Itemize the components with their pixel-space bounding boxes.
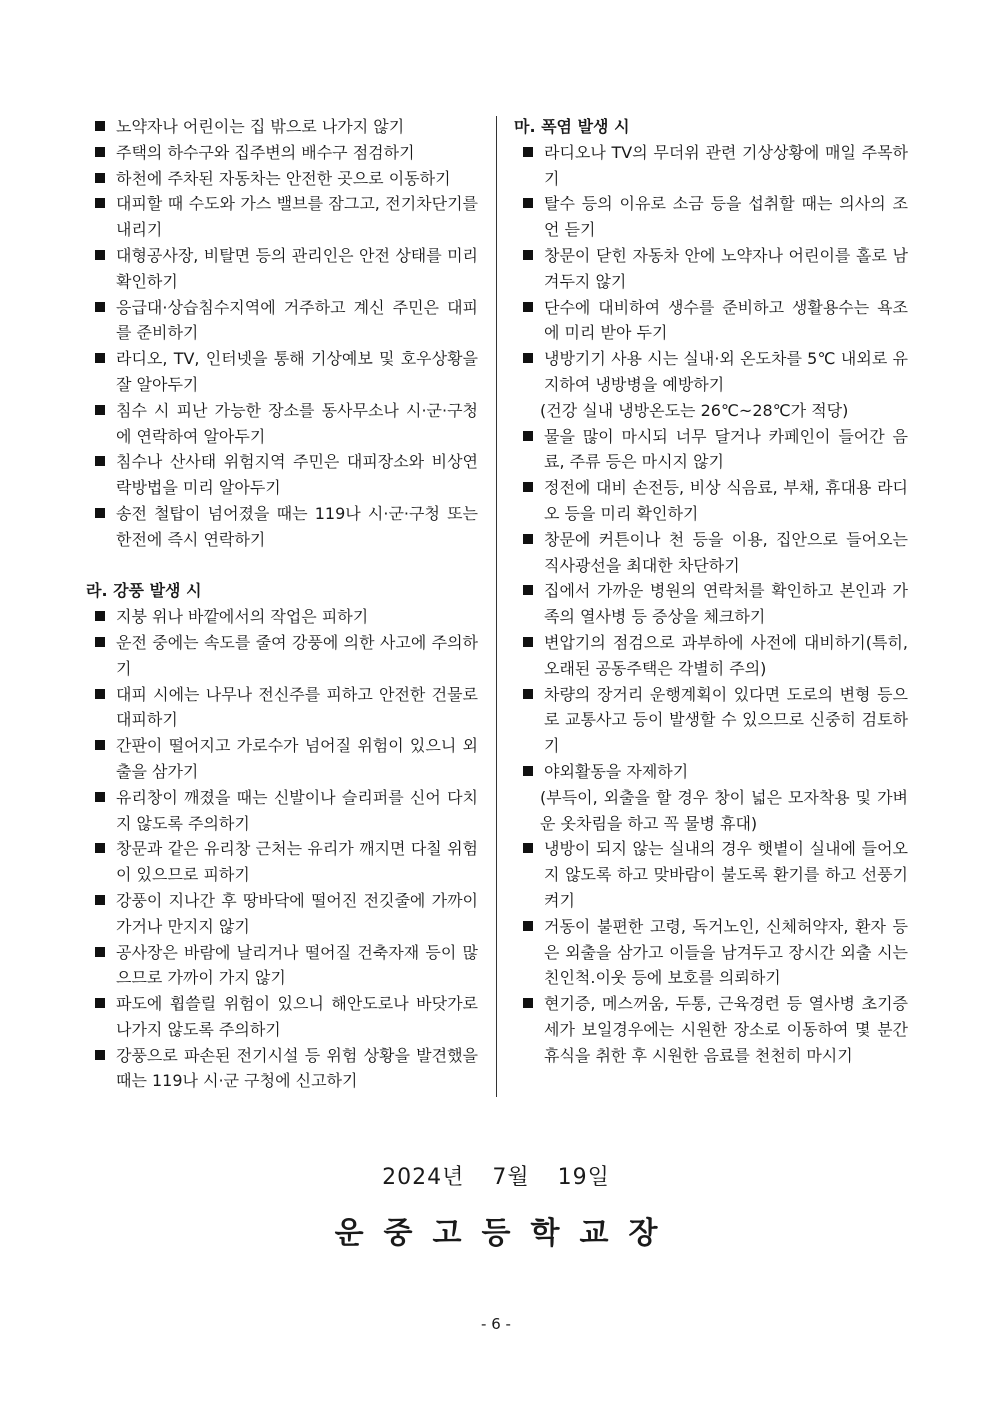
- square-bullet-icon: [95, 998, 105, 1008]
- square-bullet-icon: [523, 534, 533, 544]
- square-bullet-icon: [95, 147, 105, 157]
- list-item: [86, 140, 478, 166]
- list-item-text: 라디오, TV, 인터넷을 통해 기상예보 및 호우상황을 잘 알아두기: [116, 349, 478, 394]
- list-item-text: 강풍으로 파손된 전기시설 등 위험 상황을 발견했을 때는 119나 시·군 구청에 신고하기: [116, 1045, 478, 1091]
- list-item-text: 변압기의 점검으로 과부하에 사전에 대비하기(특히, 오래된 공동주택은 각별히 주의): [544, 632, 908, 678]
- list-item: [86, 295, 478, 347]
- list-item-text: 창문이 닫힌 자동차 안에 노약자나 어린이를 홀로 남겨두지 않기: [544, 245, 908, 291]
- square-bullet-icon: [523, 353, 533, 363]
- left-column: [86, 114, 478, 1094]
- list-item-text: 침수나 산사태 위험지역 주민은 대피장소와 비상연락방법을 미리 알아두기: [116, 452, 478, 498]
- document-date: [0, 1160, 992, 1191]
- list-item-text: 정전에 대비 손전등, 비상 식음료, 부채, 휴대용 라디오 등을 미리 확인하기: [544, 478, 908, 523]
- square-bullet-icon: [95, 405, 105, 415]
- list-item: [514, 759, 908, 785]
- list-item: [514, 527, 908, 579]
- section-heading-wind: 라. 강풍 발생 시: [86, 581, 202, 601]
- list-item-text: 집에서 가까운 병원의 연락처를 확인하고 본인과 가족의 열사병 등 증상을 체크하기: [544, 581, 908, 627]
- list-item: [86, 114, 478, 140]
- list-item: [514, 243, 908, 295]
- list-item: [86, 888, 478, 940]
- section-gap: [86, 553, 478, 579]
- column-divider: [496, 116, 497, 1097]
- date-year: 2024년: [382, 1165, 465, 1190]
- list-item-text: 공사장은 바람에 날리거나 떨어질 건축자재 등이 많으므로 가까이 가지 않기: [116, 942, 478, 988]
- list-item: [86, 785, 478, 837]
- square-bullet-icon: [523, 585, 533, 595]
- heatwave-list-c: [514, 836, 908, 1068]
- list-item-text: 침수 시 피난 가능한 장소를 동사무소나 시·군·구청에 연락하여 알아두기: [116, 400, 478, 446]
- list-item-text: 대피 시에는 나무나 전신주를 피하고 안전한 건물로 대피하기: [116, 684, 478, 730]
- list-item: [86, 191, 478, 243]
- section-heading-heatwave: 마. 폭염 발생 시: [514, 117, 630, 136]
- square-bullet-icon: [523, 637, 533, 647]
- list-item: [86, 243, 478, 295]
- list-item-text: 냉방이 되지 않는 실내의 경우 햇볕이 실내에 들어오지 않도록 하고 맞바람이 불도록 환기를 하고 선풍기 켜기: [544, 839, 908, 910]
- square-bullet-icon: [95, 895, 105, 905]
- square-bullet-icon: [523, 843, 533, 853]
- list-item: [514, 191, 908, 243]
- list-item: [514, 630, 908, 682]
- heatwave-list-a: [514, 140, 908, 398]
- list-item: [86, 398, 478, 450]
- square-bullet-icon: [95, 1050, 105, 1060]
- list-item: [514, 914, 908, 991]
- list-item: [514, 578, 908, 630]
- list-item-text: 응급대·상습침수지역에 거주하고 계신 주민은 대피를 준비하기: [116, 297, 478, 343]
- square-bullet-icon: [95, 947, 105, 957]
- list-item: [514, 836, 908, 913]
- list-item-text: 지붕 위나 바깥에서의 작업은 피하기: [116, 607, 369, 627]
- square-bullet-icon: [523, 147, 533, 157]
- list-item: [514, 140, 908, 192]
- list-item: [86, 940, 478, 992]
- list-item-text: 파도에 휩쓸릴 위험이 있으니 해안도로나 바닷가로 나가지 않도록 주의하기: [116, 994, 478, 1039]
- list-item: [86, 733, 478, 785]
- square-bullet-icon: [95, 121, 105, 131]
- square-bullet-icon: [523, 766, 533, 776]
- square-bullet-icon: [523, 921, 533, 931]
- square-bullet-icon: [95, 611, 105, 621]
- list-item: [514, 295, 908, 347]
- list-item-text: 단수에 대비하여 생수를 준비하고 생활용수는 욕조에 미리 받아 두기: [544, 297, 908, 343]
- list-item: [86, 682, 478, 734]
- square-bullet-icon: [523, 689, 533, 699]
- date-month: 7월: [492, 1165, 530, 1190]
- list-item: [86, 991, 478, 1043]
- list-item: [86, 166, 478, 192]
- list-item: [514, 682, 908, 759]
- school-principal-name: 운중고등학교장: [334, 1216, 678, 1251]
- list-item-text: 주택의 하수구와 집주변의 배수구 점검하기: [116, 142, 415, 162]
- page-number: - 6 -: [481, 1315, 511, 1333]
- square-bullet-icon: [523, 998, 533, 1008]
- list-item: [514, 475, 908, 527]
- square-bullet-icon: [95, 173, 105, 183]
- square-bullet-icon: [95, 198, 105, 208]
- list-item-text: 창문에 커튼이나 천 등을 이용, 집안으로 들어오는 직사광선을 최대한 차단하기: [544, 529, 908, 575]
- list-item-text: 노약자나 어린이는 집 밖으로 나가지 않기: [116, 117, 405, 136]
- list-item-text: 탈수 등의 이유로 소금 등을 섭취할 때는 의사의 조언 듣기: [544, 194, 908, 240]
- list-item: [86, 604, 478, 630]
- square-bullet-icon: [523, 482, 533, 492]
- list-item-text: 야외활동을 자제하기: [544, 761, 689, 781]
- list-item: [514, 991, 908, 1068]
- list-item: [86, 630, 478, 682]
- list-item: [86, 1043, 478, 1095]
- square-bullet-icon: [95, 508, 105, 518]
- rain-safety-list: [86, 114, 478, 553]
- square-bullet-icon: [523, 302, 533, 312]
- square-bullet-icon: [523, 431, 533, 441]
- list-item-text: 대형공사장, 비탈면 등의 관리인은 안전 상태를 미리 확인하기: [116, 245, 478, 291]
- list-item-text: 송전 철탑이 넘어졌을 때는 119나 시·군·구청 또는 한전에 즉시 연락하기: [116, 503, 478, 549]
- square-bullet-icon: [95, 637, 105, 647]
- wind-safety-list: [86, 604, 478, 1094]
- list-item-text: 운전 중에는 속도를 줄여 강풍에 의한 사고에 주의하기: [116, 632, 478, 678]
- list-item: [86, 501, 478, 553]
- list-item: [86, 449, 478, 501]
- list-item: [86, 346, 478, 398]
- heatwave-list-b: [514, 424, 908, 785]
- list-item-text: 물을 많이 마시되 너무 달거나 카페인이 들어간 음료, 주류 등은 마시지 않기: [544, 426, 908, 472]
- list-item-text: 현기증, 메스꺼움, 두통, 근육경련 등 열사병 초기증세가 보일경우에는 시원한 장소로 이동하여 몇 분간 휴식을 취한 후 시원한 음료를 천천히 마시기: [544, 994, 908, 1065]
- outdoor-note: (부득이, 외출을 할 경우 창이 넓은 모자착용 및 가벼운 옷차림을 하고 꼭 물병 휴대): [540, 787, 908, 833]
- list-item-text: 라디오나 TV의 무더위 관련 기상상황에 매일 주목하기: [544, 142, 908, 188]
- list-item-text: 냉방기기 사용 시는 실내·외 온도차를 5℃ 내외로 유지하여 냉방병을 예방하기: [544, 349, 908, 394]
- list-item-text: 차량의 장거리 운행계획이 있다면 도로의 변형 등으로 교통사고 등이 발생할 수 있으므로 신중히 검토하기: [544, 684, 908, 756]
- list-item-text: 거동이 불편한 고령, 독거노인, 신체허약자, 환자 등은 외출을 삼가고 이들을 남겨두고 장시간 외출 시는 친인척.이웃 등에 보호를 의뢰하기: [544, 916, 908, 988]
- square-bullet-icon: [95, 353, 105, 363]
- square-bullet-icon: [95, 843, 105, 853]
- list-item: [514, 424, 908, 476]
- square-bullet-icon: [523, 250, 533, 260]
- list-item-text: 유리창이 깨졌을 때는 신발이나 슬리퍼를 신어 다치지 않도록 주의하기: [116, 787, 478, 833]
- list-item: [514, 346, 908, 398]
- square-bullet-icon: [523, 198, 533, 208]
- square-bullet-icon: [95, 740, 105, 750]
- cooling-temperature-note: (건강 실내 냉방온도는 26℃~28℃가 적당): [540, 400, 849, 420]
- right-column: [514, 114, 908, 1068]
- square-bullet-icon: [95, 456, 105, 466]
- list-item: [86, 836, 478, 888]
- square-bullet-icon: [95, 250, 105, 260]
- square-bullet-icon: [95, 689, 105, 699]
- list-item-text: 강풍이 지나간 후 땅바닥에 떨어진 전깃줄에 가까이 가거나 만지지 않기: [116, 890, 478, 936]
- list-item-text: 창문과 같은 유리창 근처는 유리가 깨지면 다칠 위험이 있으므로 피하기: [116, 839, 478, 885]
- square-bullet-icon: [95, 302, 105, 312]
- list-item-text: 하천에 주차된 자동차는 안전한 곳으로 이동하기: [116, 168, 451, 188]
- date-day: 19일: [557, 1165, 610, 1190]
- list-item-text: 간판이 떨어지고 가로수가 넘어질 위험이 있으니 외출을 삼가기: [116, 736, 478, 781]
- square-bullet-icon: [95, 792, 105, 802]
- list-item-text: 대피할 때 수도와 가스 밸브를 잠그고, 전기차단기를 내리기: [116, 194, 478, 240]
